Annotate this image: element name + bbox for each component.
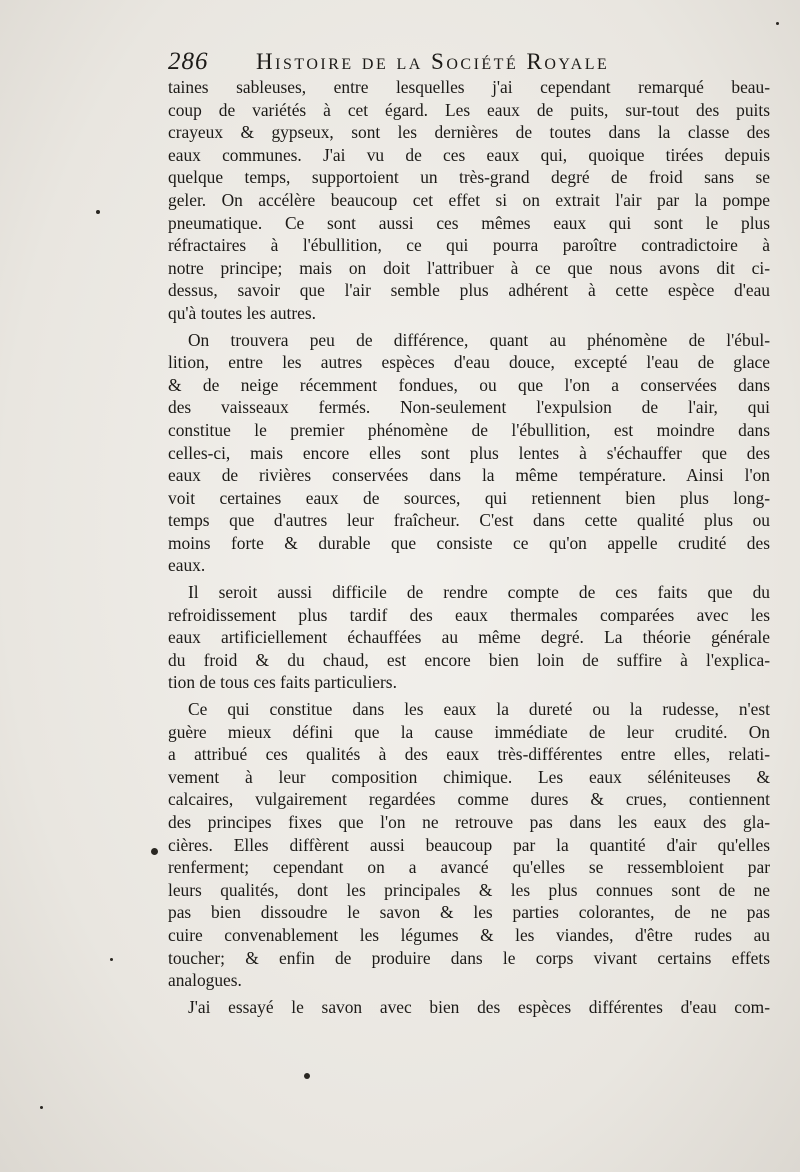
text-line: des vaisseaux fermés. Non-seulement l'expulsion de l'air, qui [168,397,770,418]
text-line: coup de variétés à cet égard. Les eaux de puits, sur-tout des puits [168,99,770,120]
text-line: tion de tous ces faits particuliers. [168,672,397,693]
text-line: moins forte & durable que consiste ce qu'on appelle crudité des [168,532,770,553]
text-line: voit certaines eaux de sources, qui retiennent bien plus long- [168,487,770,508]
text-line: temps que d'autres leur fraîcheur. C'est dans cette qualité plus ou [168,510,770,531]
ink-speck [110,958,113,961]
text-line: constitue le premier phénomène de l'ébullition, est moindre dans [168,419,770,440]
paragraph [168,698,770,992]
text-line: Il seroit aussi difficile de rendre compte de ces faits que du [188,582,770,603]
text-line: renferment; cependant on a avancé qu'elles se ressembloient par [168,857,770,878]
text-line: pas bien dissoudre le savon & les parties colorantes, de ne pas [168,902,770,923]
text-line: celles-ci, mais encore elles sont plus lentes à s'échauffer que des [168,442,770,463]
text-line: lition, entre les autres espèces d'eau douce, excepté l'eau de glace [168,352,770,373]
text-line: & de neige récemment fondues, ou que l'on a conservées dans [168,374,770,395]
text-line: qu'à toutes les autres. [168,302,317,323]
text-line: eaux communes. J'ai vu de ces eaux qui, quoique tirées depuis [168,144,770,165]
text-line: cuire convenablement les légumes & les viandes, d'être rudes au [168,924,770,945]
text-line: pneumatique. Ce sont aussi ces mêmes eaux qui sont le plus [168,212,770,233]
text-line: eaux. [168,555,206,576]
text-line: calcaires, vulgairement regardées comme dures & crues, contiennent [168,789,770,810]
paragraph [168,76,770,325]
paragraph [168,329,770,578]
page-number: 286 [168,48,209,75]
text-line: des principes fixes que l'on ne retrouve pas dans les eaux des gla- [168,812,770,832]
text-line: crayeux & gypseux, sont les dernières de toutes dans la classe des [168,122,770,143]
ink-speck [40,1106,43,1109]
paragraph [168,996,770,1019]
text-line: analogues. [168,970,242,991]
text-line: quelque temps, supportoient un très-grand degré de froid sans se [168,167,770,188]
paragraph [168,581,770,694]
text-line: du froid & du chaud, est encore bien loin de suffire à l'explica- [168,649,770,670]
ink-speck [151,848,158,855]
text-line: cières. Elles diffèrent aussi beaucoup par la quantité d'air qu'elles [168,834,770,855]
text-line: réfractaires à l'ébullition, ce qui pourra paroître contradictoire à [168,235,770,256]
text-line: taines sableuses, entre lesquelles j'ai cependant remarqué beau- [168,77,770,97]
ink-speck [776,22,779,25]
text-line: eaux artificiellement échauffées au même degré. La théorie générale [168,627,770,648]
text-line: refroidissement plus tardif des eaux thermales comparées avec les [168,604,770,625]
ink-speck [304,1073,310,1079]
text-line: a attribué ces qualités à des eaux très-différentes entre elles, relati- [168,744,770,765]
text-line: eaux de rivières conservées dans la même température. Ainsi l'on [168,465,770,486]
text-line: leurs qualités, dont les principales & les plus connues sont de ne [168,879,770,900]
text-line: dessus, savoir que l'air semble plus adhérent à cette espèce d'eau [168,280,770,301]
text-line: guère mieux défini que la cause immédiate de leur crudité. On [168,721,770,742]
text-line: J'ai essayé le savon avec bien des espèces différentes d'eau com- [188,996,770,1017]
text-line: geler. On accélère beaucoup cet effet si on extrait l'air par la pompe [168,189,770,210]
text-line: notre principe; mais on doit l'attribuer à ce que nous avons dit ci- [168,257,770,278]
text-line: vement à leur composition chimique. Les eaux séléniteuses & [168,766,770,787]
text-line: toucher; & enfin de produire dans le corps vivant certains effets [168,947,770,968]
text-line: Ce qui constitue dans les eaux la dureté ou la rudesse, n'est [188,699,770,720]
running-title: Histoire de la Société Royale [256,49,610,74]
body-text [168,76,770,1018]
text-line: On trouvera peu de différence, quant au phénomène de l'ébul- [188,329,770,350]
ink-speck [96,210,100,214]
